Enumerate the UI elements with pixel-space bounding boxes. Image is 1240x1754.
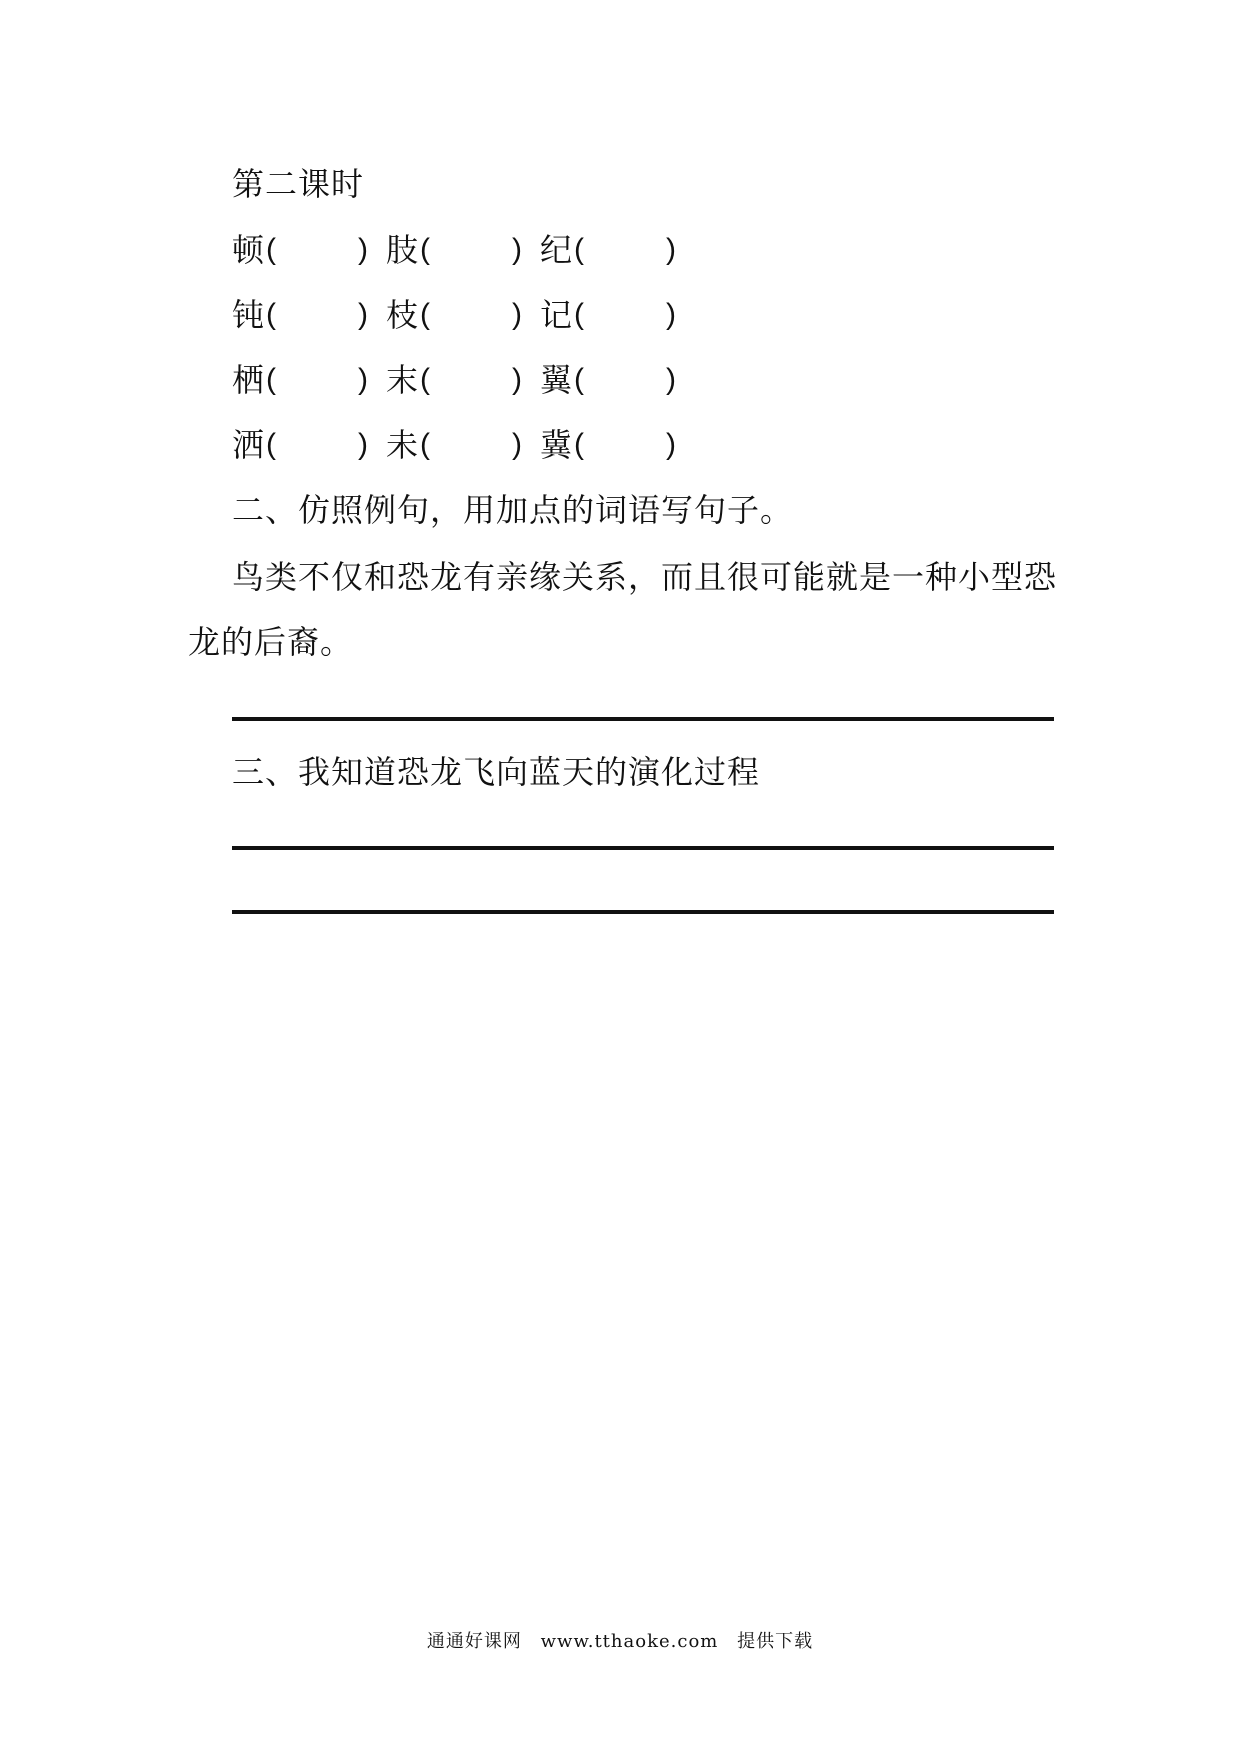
close-paren: ) bbox=[358, 233, 368, 266]
char: 纪 bbox=[540, 231, 573, 269]
char: 记 bbox=[540, 296, 573, 334]
open-paren: ( bbox=[266, 428, 276, 461]
char: 冀 bbox=[540, 426, 573, 464]
char: 枝 bbox=[386, 296, 419, 334]
footer-url[interactable]: www.tthaoke.com bbox=[540, 1631, 719, 1652]
close-paren: ) bbox=[512, 298, 522, 331]
answer-line[interactable] bbox=[232, 910, 1054, 914]
answer-line[interactable] bbox=[232, 717, 1054, 721]
close-paren: ) bbox=[666, 233, 676, 266]
exercise2-heading: 二、仿照例句，用加点的词语写句子。 bbox=[232, 491, 794, 529]
open-paren: ( bbox=[574, 298, 584, 331]
example-sentence-line1: 鸟类不仅和恐龙有亲缘关系，而且很可能就是一种小型恐 bbox=[232, 558, 1058, 596]
open-paren: ( bbox=[266, 233, 276, 266]
close-paren: ) bbox=[512, 363, 522, 396]
open-paren: ( bbox=[574, 363, 584, 396]
open-paren: ( bbox=[574, 428, 584, 461]
lesson-title: 第二课时 bbox=[232, 165, 365, 203]
char: 末 bbox=[386, 361, 419, 399]
open-paren: ( bbox=[420, 363, 430, 396]
char: 洒 bbox=[232, 426, 265, 464]
char: 翼 bbox=[540, 361, 573, 399]
char: 未 bbox=[386, 426, 419, 464]
char-row-3 bbox=[232, 360, 992, 400]
char: 栖 bbox=[232, 361, 265, 399]
close-paren: ) bbox=[512, 428, 522, 461]
close-paren: ) bbox=[666, 363, 676, 396]
open-paren: ( bbox=[574, 233, 584, 266]
close-paren: ) bbox=[666, 428, 676, 461]
footer-site-name: 通通好课网 bbox=[426, 1631, 522, 1652]
open-paren: ( bbox=[266, 363, 276, 396]
close-paren: ) bbox=[358, 363, 368, 396]
char-row-2 bbox=[232, 295, 992, 335]
close-paren: ) bbox=[358, 428, 368, 461]
char-row-1 bbox=[232, 230, 992, 270]
footer bbox=[0, 1630, 1240, 1654]
open-paren: ( bbox=[420, 428, 430, 461]
char-row-4 bbox=[232, 425, 992, 465]
close-paren: ) bbox=[666, 298, 676, 331]
footer-suffix: 提供下载 bbox=[737, 1631, 814, 1652]
open-paren: ( bbox=[266, 298, 276, 331]
open-paren: ( bbox=[420, 298, 430, 331]
char: 肢 bbox=[386, 231, 419, 269]
example-sentence-line2: 龙的后裔。 bbox=[188, 623, 354, 661]
exercise3-heading: 三、我知道恐龙飞向蓝天的演化过程 bbox=[232, 753, 761, 791]
answer-line[interactable] bbox=[232, 846, 1054, 850]
open-paren: ( bbox=[420, 233, 430, 266]
close-paren: ) bbox=[358, 298, 368, 331]
char: 钝 bbox=[232, 296, 265, 334]
char: 顿 bbox=[232, 231, 265, 269]
close-paren: ) bbox=[512, 233, 522, 266]
